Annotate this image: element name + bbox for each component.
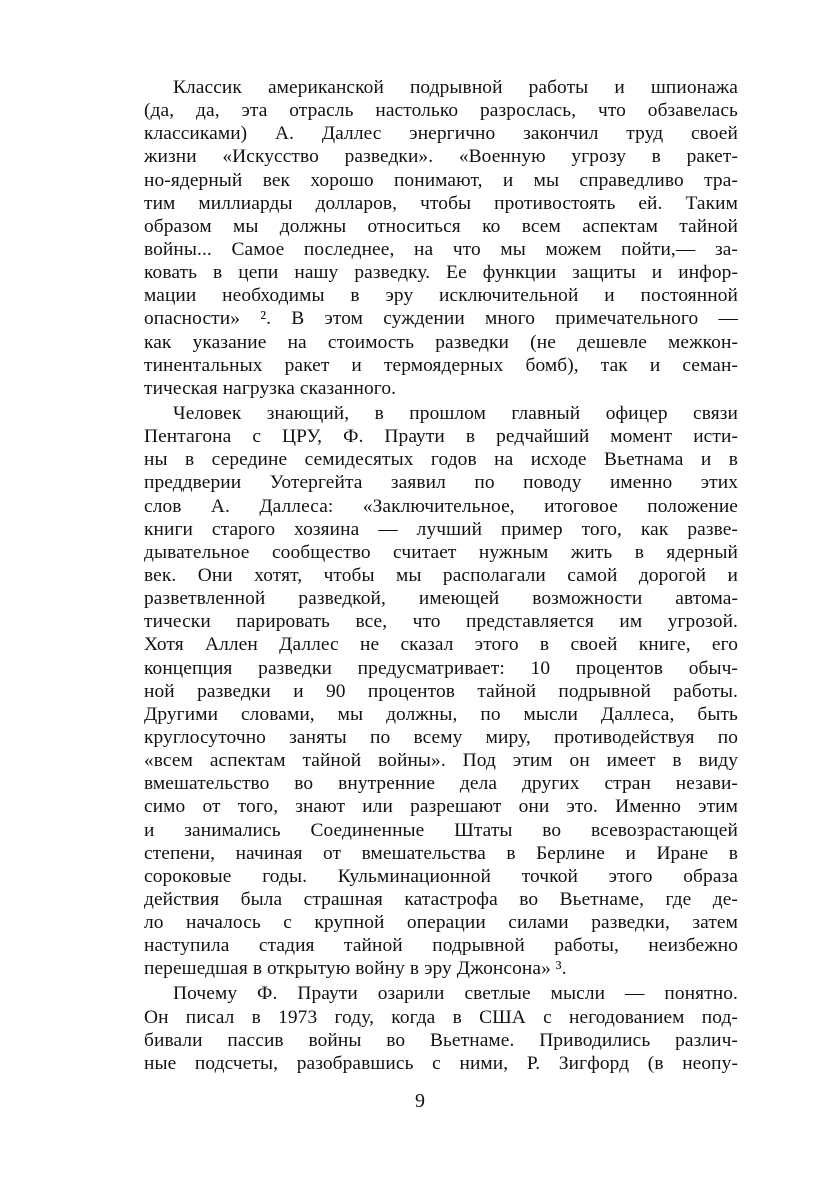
text-line: Хотя Аллен Даллес не сказал этого в своей книге, его [144,634,738,656]
text-line: книги старого хозяина — лучший пример того, как разве- [144,518,738,540]
text-line: как указание на стоимость разведки (не дешевле межкон- [144,331,738,353]
text-line: Другими словами, мы должны, по мысли Даллеса, быть [144,703,738,725]
text-line: ковать в цепи нашу разведку. Ее функции защиты и инфор- [144,262,738,284]
text-line: концепция разведки предусматривает: 10 процентов обыч- [144,657,738,679]
text-line: (да, да, эта отрасль настолько разрослась, что обзавелась [144,100,738,122]
text-line: ло началось с крупной операции силами разведки, затем [144,912,738,934]
text-line: Классик американской подрывной работы и шпионажа [173,77,738,98]
text-line: разветвленной разведкой, имеющей возможности автома- [144,588,738,610]
text-line: преддверии Уотергейта заявил по поводу именно этих [144,472,738,494]
text-line: но-ядерный век хорошо понимают, и мы справедливо тра- [144,169,738,191]
text-line: тим миллиарды долларов, чтобы противостоять ей. Таким [144,192,738,214]
text-line: ной разведки и 90 процентов тайной подрывной работы. [144,680,738,702]
text-line: жизни «Искусство разведки». «Военную угрозу в ракет- [144,146,738,168]
text-line: слов А. Даллеса: «Заключительное, итоговое положение [144,495,738,517]
text-line: классиками) А. Даллес энергично закончил труд своей [144,123,738,145]
text-line: Он писал в 1973 году, когда в США с негодованием под- [144,1006,738,1028]
text-line: наступила стадия тайной подрывной работы, неизбежно [144,935,738,957]
paragraph-1 [144,76,738,400]
text-line: образом мы должны относиться ко всем аспектам тайной [144,215,738,237]
text-line: мации необходимы в эру исключительной и постоянной [144,285,738,307]
text-line: ные подсчеты, разобравшись с ними, Р. Зигфорд (в неопу- [144,1052,738,1074]
text-line: симо от того, знают или разрешают они это. Именно этим [144,796,738,818]
text-line: круглосуточно заняты по всему миру, противодействуя по [144,726,738,748]
text-line: степени, начиная от вмешательства в Берлине и Иране в [144,842,738,864]
text-line: сороковые годы. Кульминационной точкой этого образа [144,865,738,887]
text-line: Почему Ф. Праути озарили светлые мысли — понятно. [173,983,738,1005]
text-line: вмешательство во внутренние дела других стран незави- [144,773,738,795]
text-line: действия была страшная катастрофа во Вьетнаме, где де- [144,888,738,910]
text-line: век. Они хотят, чтобы мы располагали самой дорогой и [144,564,738,586]
text-line: тически парировать все, что представляется им угрозой. [144,611,738,633]
text-line: тическая нагрузка сказанного. [144,377,397,399]
text-line: войны... Самое последнее, на что мы можем пойти,— за- [144,238,738,260]
text-line: перешедшая в открытую войну в эру Джонсона» ³. [144,958,567,980]
text-line: опасности» ². В этом суждении много примечательного — [144,308,738,330]
text-line: дывательное сообщество считает нужным жить в ядерный [144,541,738,563]
text-line: ны в середине семидесятых годов на исходе Вьетнама и в [144,449,738,471]
text-line: бивали пассив войны во Вьетнаме. Приводились различ- [144,1029,738,1051]
text-line: и занимались Соединенные Штаты во всевозрастающей [144,819,738,841]
page-number: 9 [415,1090,425,1112]
text-line: тинентальных ракет и термоядерных бомб), так и семан- [144,354,738,376]
paragraph-2 [144,402,738,981]
text-line: Пентагона с ЦРУ, Ф. Праути в редчайший момент исти- [144,426,738,448]
paragraph-3 [144,982,738,1075]
text-line: Человек знающий, в прошлом главный офицер связи [173,402,738,424]
body-text [144,76,738,1075]
text-line: «всем аспектам тайной войны». Под этим он имеет в виду [144,750,738,772]
